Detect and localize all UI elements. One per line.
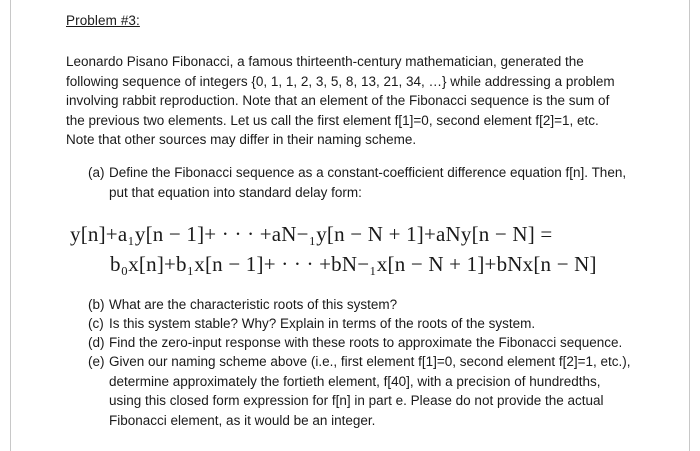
intro-line: following sequence of integers {0, 1, 1, 2, 3, 5, 8, 13, 21, 34, …} while addressing a problem [66, 73, 615, 89]
difference-equation-line-1: y[n]+a₁y[n − 1]+ · · · +aN−₁y[n − N + 1]+aNy[n − N] = [70, 222, 553, 246]
intro-line: Leonardo Pisano Fibonacci, a famous thirteenth-century mathematician, generated the [66, 54, 584, 69]
part-e-text: Given our naming scheme above (i.e., first element f[1]=0, second element f[2]=1, etc.), [109, 354, 631, 369]
part-c-label: (c) [88, 316, 104, 331]
problem-intro [66, 52, 656, 150]
part-d [88, 333, 622, 353]
part-c-text: Is this system stable? Why? Explain in terms of the roots of the system. [109, 316, 536, 331]
part-b-text: What are the characteristic roots of this system? [109, 297, 398, 312]
part-d-text: Find the zero-input response with these roots to approximate the Fibonacci sequence. [109, 335, 623, 350]
left-frame-border [0, 0, 11, 451]
part-e-text: determine approximately the fortieth element, f[40], with a precision of hundredths, [109, 373, 601, 389]
part-b [88, 295, 397, 315]
right-frame-border [689, 0, 700, 451]
intro-line: the previous two elements. Let us call the first element f[1]=0, second element f[2]=1, etc. [66, 112, 599, 128]
problem-title: Problem #3: [66, 13, 140, 28]
part-a-text: Define the Fibonacci sequence as a constant-coefficient difference equation f[n]. Then, [109, 165, 627, 180]
part-e [88, 352, 631, 430]
part-b-label: (b) [88, 297, 105, 312]
difference-equation-line-2: b₀x[n]+b₁x[n − 1]+ · · · +bN−₁x[n − N + 1]+bNx[n − N] [110, 252, 597, 276]
part-d-label: (d) [88, 335, 105, 350]
part-e-text: using this closed form expression for f[n] in part e. Please do not provide the actual [109, 393, 604, 408]
part-e-text: Fibonacci element, as it would be an integer. [109, 412, 376, 428]
intro-line: involving rabbit reproduction. Note that an element of the Fibonacci sequence is the sum of [66, 93, 610, 108]
part-a [88, 163, 626, 202]
part-a-label: (a) [88, 165, 105, 180]
part-a-text: put that equation into standard delay form: [109, 184, 362, 200]
part-e-label: (e) [88, 354, 105, 369]
part-c [88, 314, 535, 334]
intro-line: Note that other sources may differ in their naming scheme. [66, 132, 417, 147]
